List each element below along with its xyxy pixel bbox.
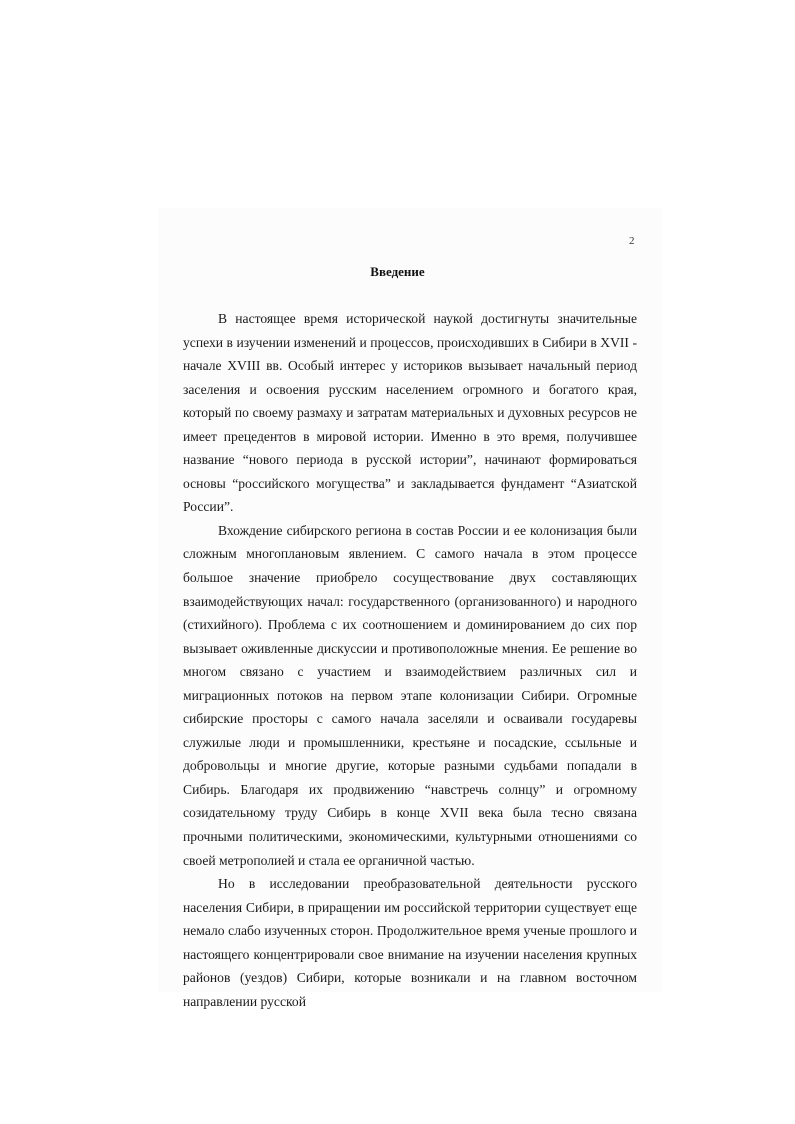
paragraph-3: Но в исследовании преобразовательной деятельности русского населения Сибири, в приращении им российской территории существует еще немало слабо изученных сторон. Продолжительное время ученые прошлого и настоящего концентрировали свое внимание на изучении населения крупных районов (уездов) Сибири, которые возникали и на главном восточном направлении русской [183, 876, 637, 1009]
paragraph-1: В настоящее время исторической наукой достигнуты значительные успехи в изучении изменений и процессов, происходивших в Сибири в XVII - начале XVIII вв. Особый интерес у историков вызывает начальный период заселения и освоения русским населением огромного и богатого края, который по своему размаху и затратам материальных и духовных ресурсов не имеет прецедентов в мировой истории. Именно в это время, получившее название “нового периода в русской истории”, начинают формироваться основы “российского могущества” и закладывается фундамент “Азиатской России”. [183, 311, 637, 515]
section-heading: Введение [370, 264, 425, 279]
page-number: 2 [629, 235, 635, 247]
body-text [183, 307, 637, 1013]
paragraph-2: Вхождение сибирского региона в состав России и ее колонизация были сложным многоплановым явлением. С самого начала в этом процессе большое значение приобрело сосуществование двух составляющих взаимодействующих начал: государственного (организованного) и народного (стихийного). Проблема с их соотношением и доминированием до сих пор вызывает оживленные дискуссии и противоположные мнения. Ее решение во многом связано с участием и взаимодействием различных сил и миграционных потоков на первом этапе колонизации Сибири. Огромные сибирские просторы с самого начала заселяли и осваивали государевы служилые люди и промышленники, крестьяне и посадские, ссыльные и добровольцы и многие другие, которые разными судьбами попадали в Сибирь. Благодаря их продвижению “навстречь солнцу” и огромному созидательному труду Сибирь в конце XVII века была тесно связана прочными политическими, экономическими, культурными отношениями со своей метрополией и стала ее органичной частью. [183, 522, 637, 868]
